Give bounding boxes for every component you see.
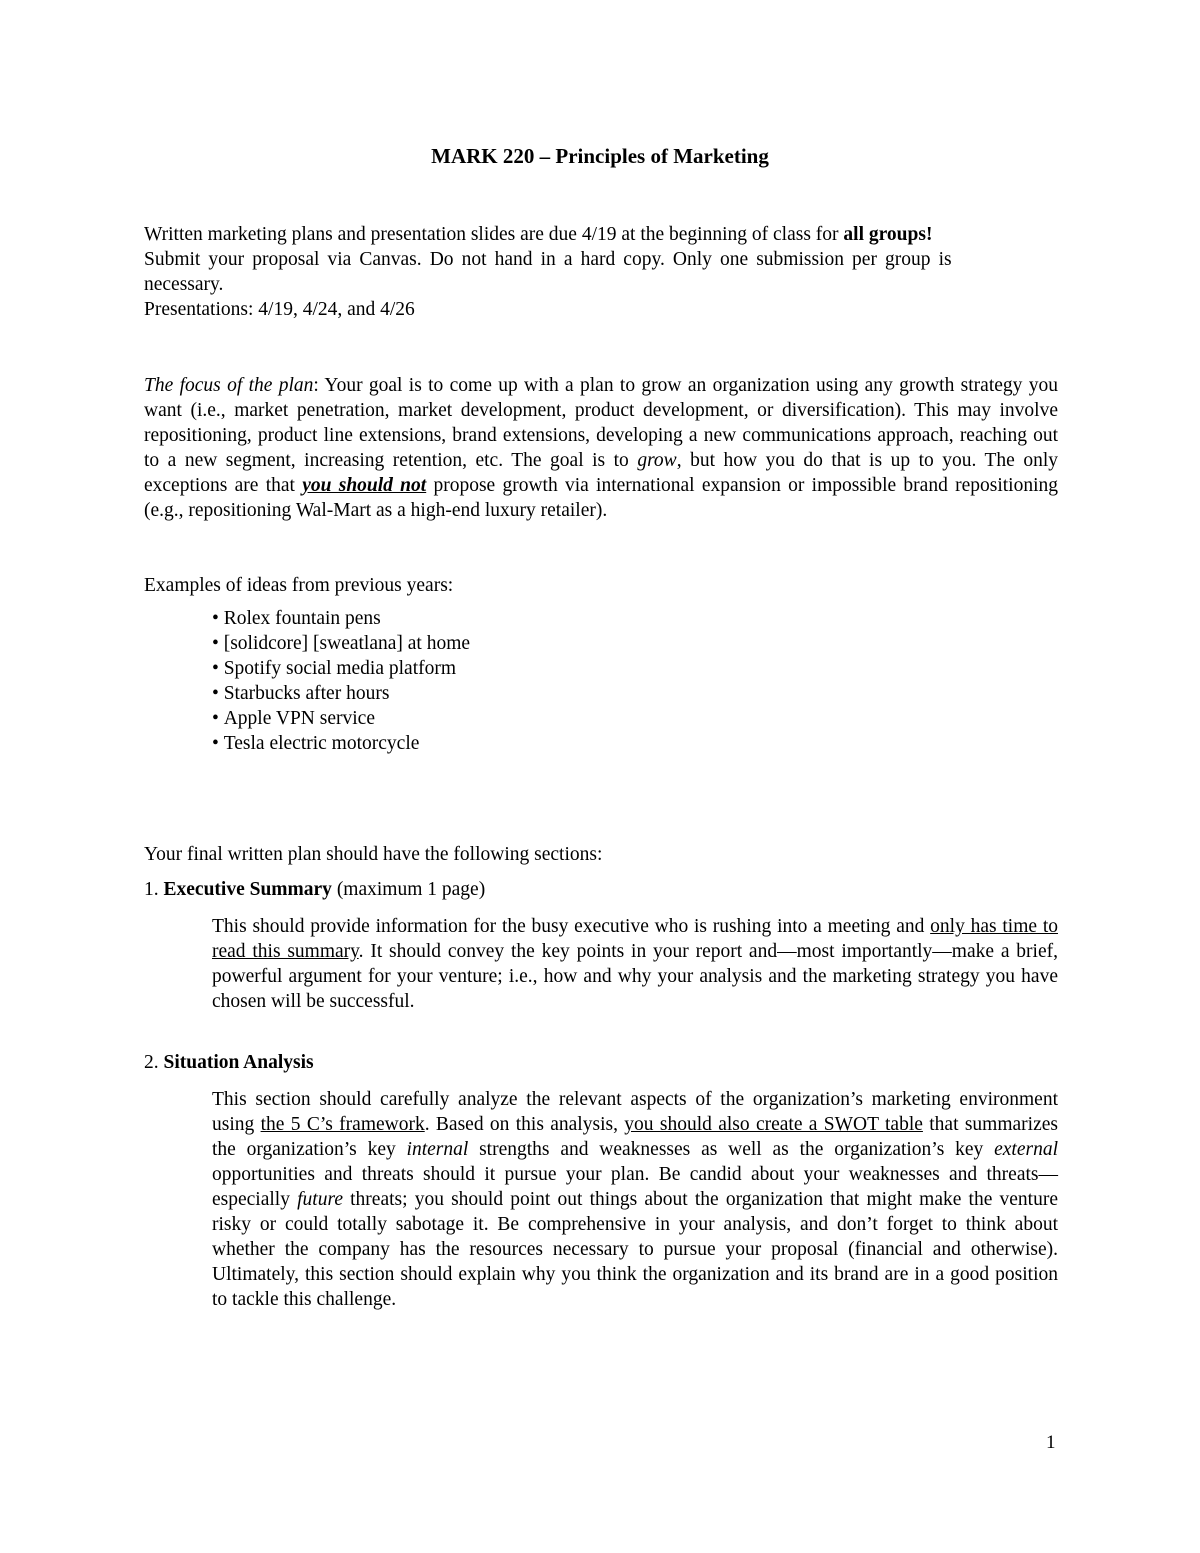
sections-intro: Your final written plan should have the following sections: — [144, 844, 603, 865]
focus-label: The focus of the plan — [144, 375, 314, 396]
due-line-2: Submit your proposal via Canvas. Do not hand in a hard copy. Only one submission per group is — [144, 249, 952, 270]
list-item: • Starbucks after hours — [212, 681, 470, 706]
list-item: • Spotify social media platform — [212, 656, 470, 681]
section-2-heading: 2. Situation Analysis — [144, 1052, 314, 1073]
document-title: MARK 220 – Principles of Marketing — [431, 144, 769, 168]
due-line-3: necessary. — [144, 274, 224, 295]
all-groups-emphasis: all groups! — [843, 224, 933, 245]
examples-list — [212, 606, 470, 756]
list-item: • Apple VPN service — [212, 706, 470, 731]
section-1-body: This should provide information for the busy executive who is rushing into a meeting and only has time to read this summary. It should convey the key points in your report and—most importantly—make a brief, powerful argument for your venture; i.e., how and why your analysis and the marketing strategy you have chosen will be successful. — [212, 916, 1058, 1012]
due-notice — [144, 222, 1058, 322]
list-item: • [solidcore] [sweatlana] at home — [212, 631, 470, 656]
list-item: • Tesla electric motorcycle — [212, 731, 470, 756]
should-not-emphasis: you should not — [302, 475, 427, 496]
examples-heading: Examples of ideas from previous years: — [144, 575, 454, 596]
focus-paragraph: The focus of the plan: Your goal is to come up with a plan to grow an organization using any growth strategy you want (i.e., market penetration, market development, product development, or diversification). This may involve repositioning, product line extensions, brand extensions, developing a new communications approach, reaching out to a new segment, increasing retention, etc. The goal is to grow, but how you do that is up to you. The only exceptions are that you should not propose growth via international expansion or impossible brand repositioning (e.g., repositioning Wal-Mart as a high-end luxury retailer). — [144, 375, 1058, 521]
due-line-1: Written marketing plans and presentation slides are due 4/19 at the beginning of class for all groups! — [144, 224, 933, 245]
page-number: 1 — [1046, 1432, 1056, 1453]
section-2-body: This section should carefully analyze the relevant aspects of the organization’s marketing environment using the 5 C’s framework. Based on this analysis, you should also create a SWOT table that summarizes the organization’s key internal strengths and weaknesses as well as the organization’s key external opportunities and threats should it pursue your plan. Be candid about your weaknesses and threats—especially future threats; you should point out things about the organization that might make the venture risky or could totally sabotage it. Be comprehensive in your analysis, and don’t forget to think about whether the company has the resources necessary to pursue your proposal (financial and otherwise). Ultimately, this section should explain why you think the organization and its brand are in a good position to tackle this challenge. — [212, 1089, 1058, 1310]
section-1-heading: 1. Executive Summary (maximum 1 page) — [144, 879, 486, 900]
list-item: • Rolex fountain pens — [212, 606, 470, 631]
presentations-dates: Presentations: 4/19, 4/24, and 4/26 — [144, 299, 415, 320]
